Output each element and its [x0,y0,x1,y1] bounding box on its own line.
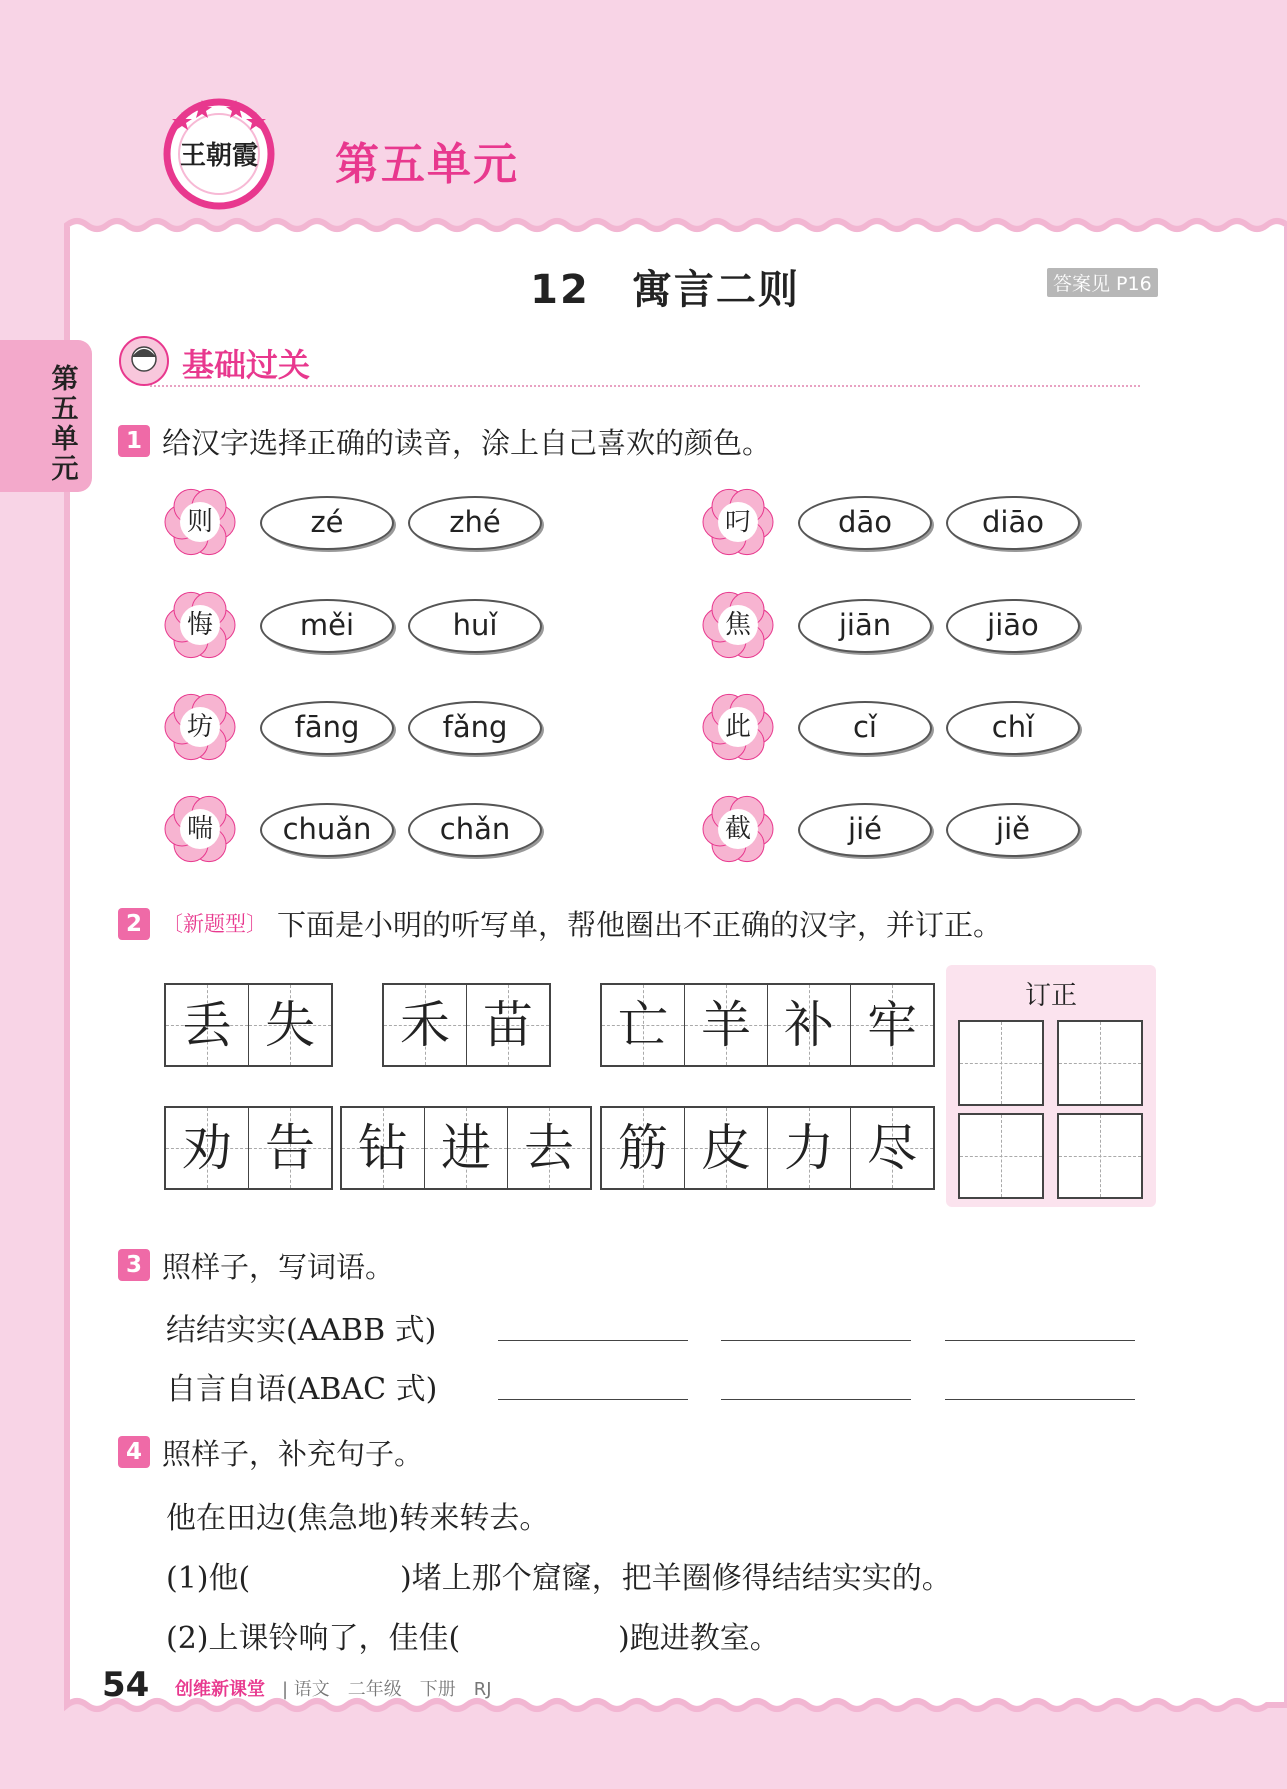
dictation-word-grid [164,1106,333,1190]
pinyin-option[interactable]: jié [798,803,932,857]
dictation-char: 皮 [701,1119,751,1177]
dictation-char-cell[interactable] [166,1108,249,1188]
answer-line[interactable] [721,1340,911,1341]
answer-line[interactable] [945,1340,1135,1341]
dictation-char-cell[interactable] [685,985,768,1065]
correction-box-1[interactable] [958,1020,1044,1106]
dictation-char: 亡 [618,996,668,1054]
publisher-logo [160,92,278,210]
dictation-char: 筋 [618,1119,668,1177]
hanzi-char: 此 [724,712,751,742]
dictation-char: 钻 [358,1119,408,1177]
lesson-title: 12 寓言二则 [530,267,800,313]
pinyin-option[interactable]: zé [260,496,394,550]
dictation-char-cell[interactable] [384,985,467,1065]
section-divider [150,385,1140,387]
flower-char-badge [160,585,240,665]
correction-label: 订正 [1024,981,1077,1011]
dictation-char: 劝 [182,1119,232,1177]
pinyin-option[interactable]: huǐ [408,599,542,653]
sentence-1-prefix: (1)他( [166,1561,251,1596]
dictation-char-cell[interactable] [768,1108,851,1188]
pinyin-option[interactable]: fāng [260,701,394,755]
pinyin-option[interactable]: chǎn [408,803,542,857]
new-question-type-tag: 〔新题型〕 [162,912,267,936]
correction-box-2[interactable] [1057,1020,1143,1106]
flower-char-badge [698,789,778,869]
dictation-word-grid [382,983,551,1067]
side-tab-label: 第五单元 [51,364,79,485]
pinyin-option[interactable]: dāo [798,496,932,550]
question-4-prompt: 照样子，补充句子。 [162,1437,424,1471]
dictation-char: 力 [784,1119,834,1177]
pinyin-option[interactable]: jiāo [946,599,1080,653]
abac-example: 自言自语(ABAC 式) [166,1372,438,1407]
dictation-char-cell[interactable] [425,1108,508,1188]
dictation-char-cell[interactable] [602,985,685,1065]
dictation-word-grid [340,1106,592,1190]
pinyin-option[interactable]: fǎng [408,701,542,755]
dictation-word-grid [600,983,935,1067]
dictation-char: 进 [441,1119,491,1177]
flower-char-badge [698,482,778,562]
dictation-char-cell[interactable] [249,985,331,1065]
dictation-char: 禾 [400,996,450,1054]
unit-title: 第五单元 [335,139,519,190]
flower-char-badge [698,585,778,665]
dictation-char: 去 [524,1119,574,1177]
question-2-prompt: 下面是小明的听写单，帮他圈出不正确的汉字，并订正。 [277,908,1003,942]
section-title: 基础过关 [182,346,311,384]
pinyin-option[interactable]: cǐ [798,701,932,755]
pinyin-option[interactable]: jiān [798,599,932,653]
series-name: 创维新课堂 [175,1679,265,1700]
pinyin-option[interactable]: zhé [408,496,542,550]
pinyin-option[interactable]: diāo [946,496,1080,550]
hanzi-char: 叼 [724,507,751,537]
dictation-char-cell[interactable] [508,1108,590,1188]
answer-line[interactable] [945,1399,1135,1400]
hanzi-char: 则 [186,507,213,537]
dictation-word-grid [600,1106,935,1190]
hanzi-char: 悔 [186,610,213,640]
dictation-char-cell[interactable] [768,985,851,1065]
question-number-4: 4 [118,1436,150,1468]
correction-box-3[interactable] [958,1113,1044,1199]
flower-char-badge [160,789,240,869]
sentence-2-prefix: (2)上课铃响了，佳佳( [166,1621,461,1656]
pinyin-option[interactable]: chǐ [946,701,1080,755]
hanzi-char: 焦 [724,610,751,640]
pinyin-option[interactable]: měi [260,599,394,653]
page-number: 54 [102,1665,150,1705]
flower-char-badge [698,687,778,767]
svg-text:王朝霞: 王朝霞 [179,141,259,171]
question-number-3: 3 [118,1249,150,1281]
sentence-example: 他在田边(焦急地)转来转去。 [166,1501,550,1536]
correction-box-4[interactable] [1057,1113,1143,1199]
dictation-char-cell[interactable] [467,985,549,1065]
dictation-word-grid [164,983,333,1067]
answer-line[interactable] [498,1340,688,1341]
answer-line[interactable] [498,1399,688,1400]
hanzi-char: 截 [724,814,751,844]
question-1-prompt: 给汉字选择正确的读音，涂上自己喜欢的颜色。 [162,426,772,460]
dictation-char-cell[interactable] [602,1108,685,1188]
question-number-2: 2 [118,908,150,940]
sentence-2-suffix: )跑进教室。 [618,1621,780,1656]
dictation-char: 苗 [483,996,533,1054]
hanzi-char: 喘 [186,814,213,844]
dictation-char: 牢 [867,996,917,1054]
hanzi-char: 坊 [186,712,213,742]
dictation-char: 尽 [867,1119,917,1177]
dictation-char-cell[interactable] [342,1108,425,1188]
dictation-char: 羊 [701,996,751,1054]
dictation-char: 告 [265,1119,315,1177]
girl-avatar-icon [118,335,170,387]
question-number-1: 1 [118,425,150,457]
dictation-char-cell[interactable] [166,985,249,1065]
flower-char-badge [160,482,240,562]
dictation-char-cell[interactable] [851,985,933,1065]
dictation-char: 补 [784,996,834,1054]
dictation-char-cell[interactable] [685,1108,768,1188]
dictation-char-cell[interactable] [851,1108,933,1188]
pinyin-option[interactable]: jiě [946,803,1080,857]
aabb-example: 结结实实(AABB 式) [166,1313,437,1348]
answer-reference-badge: 答案见 P16 [1047,268,1158,297]
dictation-char: 丢 [182,996,232,1054]
dictation-char-cell[interactable] [249,1108,331,1188]
flower-char-badge [160,687,240,767]
dictation-char: 失 [265,996,315,1054]
question-3-prompt: 照样子，写词语。 [162,1250,395,1284]
answer-line[interactable] [721,1399,911,1400]
pinyin-option[interactable]: chuǎn [260,803,394,857]
sentence-1-suffix: )堵上那个窟窿，把羊圈修得结结实实的。 [400,1561,952,1596]
book-meta: | 语文 二年级 下册 RJ [282,1679,492,1700]
